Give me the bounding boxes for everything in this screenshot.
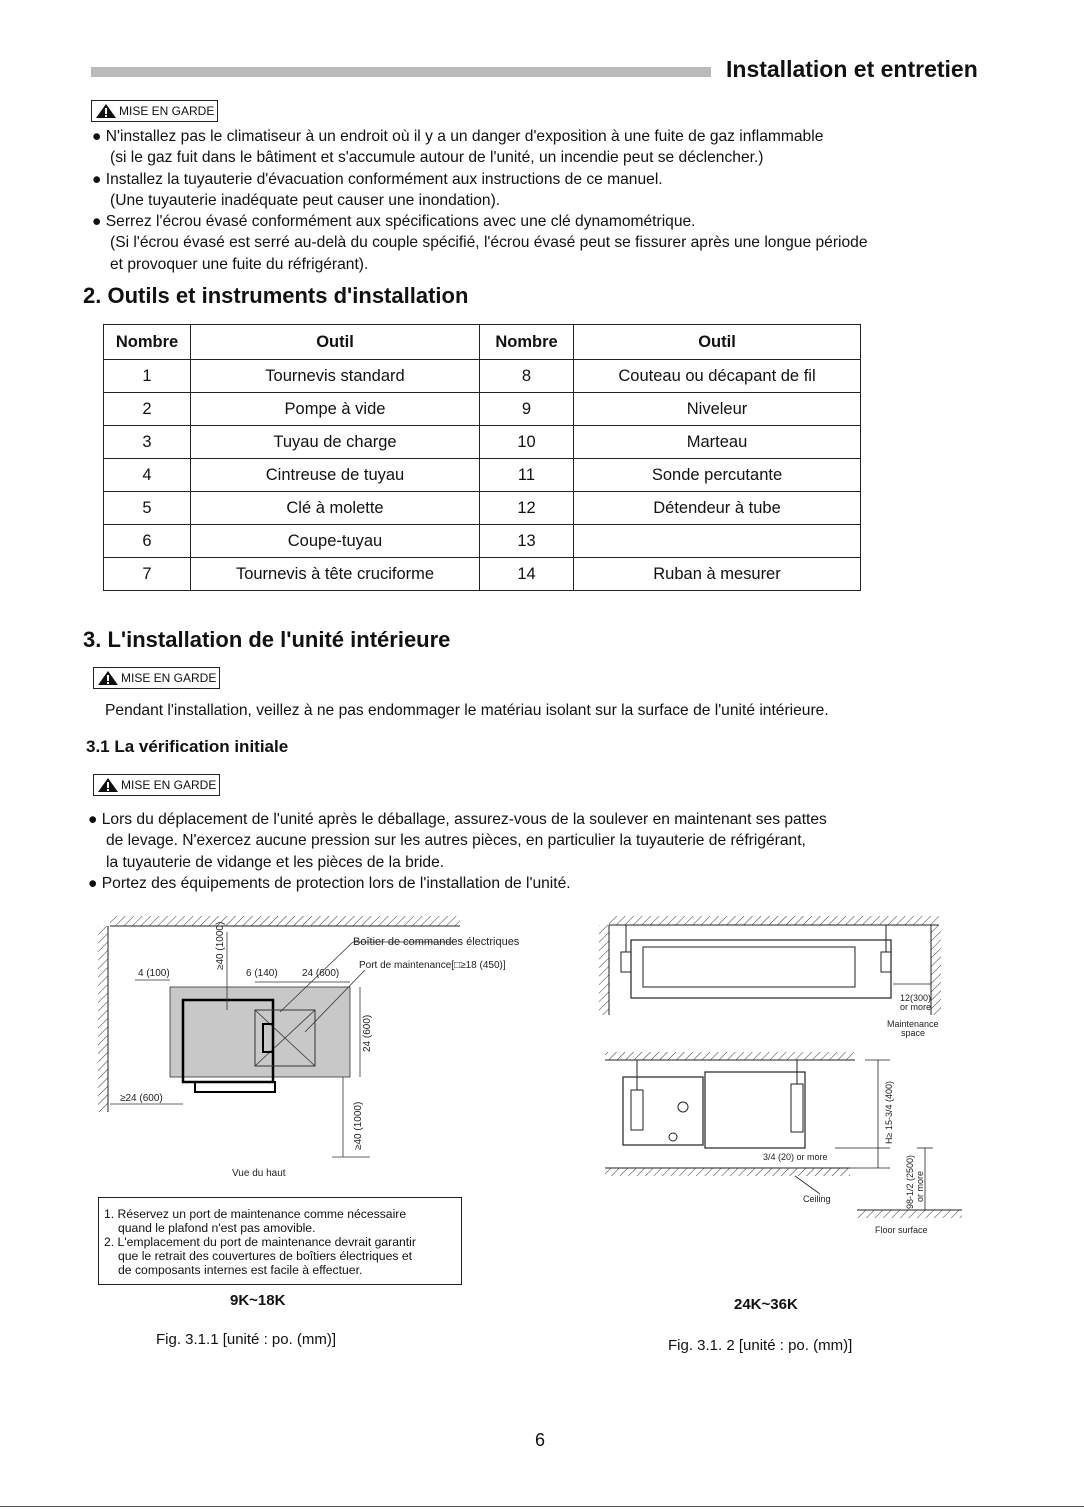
table-cell: 1 [104, 360, 191, 393]
warning-badge [91, 100, 218, 122]
col-header: Nombre [104, 325, 191, 360]
label-3-4: 3/4 (20) or more [763, 1152, 828, 1162]
table-cell: Cintreuse de tuyau [191, 459, 480, 492]
fig1-caption: Fig. 3.1.1 [unité : po. (mm)] [156, 1331, 337, 1348]
label-or-more-1: or more [900, 1002, 932, 1012]
warning-label: MISE EN GARDE [121, 671, 217, 685]
fig-3-1-1-drawing [95, 912, 570, 1187]
intro-line-5: ● Serrez l'écrou évasé conformément aux spécifications avec une clé dynamométrique. [92, 213, 696, 230]
label-12-300: 12(300) [900, 993, 932, 1003]
warning-icon [95, 103, 117, 119]
intro-line-1: ● N'installez pas le climatiseur à un endroit où il y a un danger d'exposition à une fuite de gaz inflammable [92, 128, 824, 145]
intro-line-3: ● Installez la tuyauterie d'évacuation conformément aux instructions de ce manuel. [92, 171, 663, 188]
note-line: que le retrait des couvertures de boîtiers électriques et [118, 1249, 413, 1263]
table-cell: 10 [480, 426, 574, 459]
label-24-600-top: 24 (600) [302, 968, 340, 979]
label-floor: Floor surface [875, 1225, 928, 1235]
section3-text: Pendant l'installation, veillez à ne pas endommager le matériau isolant sur la surface de l'unité intérieure. [105, 702, 829, 719]
warning-label: MISE EN GARDE [121, 778, 217, 792]
tools-table [103, 324, 861, 591]
table-header-row [104, 325, 861, 360]
header-title: Installation et entretien [726, 56, 978, 82]
label-ge24-600: ≥24 (600) [120, 1093, 163, 1104]
note-line: quand le plafond n'est pas amovible. [118, 1221, 316, 1235]
table-cell: Clé à molette [191, 492, 480, 525]
table-cell: Couteau ou décapant de fil [574, 360, 861, 393]
fig2-model: 24K~36K [734, 1296, 798, 1313]
label-98: 98-1/2 (2500) [905, 1154, 915, 1209]
label-h: H≥ 15-3/4 (400) [884, 1081, 894, 1144]
section31-line-4: ● Portez des équipements de protection lors de l'installation de l'unité. [88, 875, 571, 892]
label-maintenance-port: Port de maintenance[□≥18 (450)] [359, 960, 506, 971]
note-line: 1. Réservez un port de maintenance comme nécessaire [104, 1207, 407, 1221]
table-cell: Pompe à vide [191, 393, 480, 426]
label-ge40-bottom: ≥40 (1000) [353, 1101, 364, 1150]
col-header: Nombre [480, 325, 574, 360]
table-cell [574, 525, 861, 558]
section31-title: 3.1 La vérification initiale [86, 737, 289, 756]
section2-title: 2. Outils et instruments d'installation [83, 283, 469, 308]
table-cell: Tournevis à tête cruciforme [191, 558, 480, 591]
label-ge40-top: ≥40 (1000) [215, 921, 226, 970]
bottom-rule [0, 1506, 1084, 1507]
table-row [104, 360, 861, 393]
intro-line-2: (si le gaz fuit dans le bâtiment et s'accumule autour de l'unité, un incendie peut se déclencher.) [110, 149, 764, 166]
section31-line-1: ● Lors du déplacement de l'unité après le déballage, assurez-vous de la soulever en maintenant ses pattes [88, 811, 827, 828]
section31-line-3: la tuyauterie de vidange et les pièces de la bride. [106, 854, 445, 871]
table-cell: Tuyau de charge [191, 426, 480, 459]
table-cell: 2 [104, 393, 191, 426]
table-row [104, 393, 861, 426]
label-6-140: 6 (140) [246, 968, 278, 979]
note-line: de composants internes est facile à effectuer. [118, 1263, 363, 1277]
fig-3-1-2-drawing [595, 912, 970, 1242]
intro-line-4: (Une tuyauterie inadéquate peut causer une inondation). [110, 192, 501, 209]
col-header: Outil [574, 325, 861, 360]
label-view: Vue du haut [232, 1168, 286, 1179]
table-row [104, 558, 861, 591]
table-cell: 12 [480, 492, 574, 525]
page-number: 6 [535, 1430, 546, 1450]
table-cell: 3 [104, 426, 191, 459]
label-ceiling: Ceiling [803, 1194, 831, 1204]
note-line: 2. L'emplacement du port de maintenance devrait garantir [104, 1235, 416, 1249]
label-4-100: 4 (100) [138, 968, 170, 979]
table-cell: Détendeur à tube [574, 492, 861, 525]
table-cell: Sonde percutante [574, 459, 861, 492]
table-cell: 4 [104, 459, 191, 492]
label-or-more-2: or more [915, 1170, 925, 1202]
warning-icon [97, 777, 119, 793]
fig1-notes [98, 1197, 462, 1285]
section31-line-2: de levage. N'exercez aucune pression sur les autres pièces, en particulier la tuyauterie de réfrigérant, [106, 832, 806, 849]
table-cell: Ruban à mesurer [574, 558, 861, 591]
warning-icon [97, 670, 119, 686]
label-maintenance: Maintenance [887, 1019, 939, 1029]
table-cell: 11 [480, 459, 574, 492]
intro-line-6: (Si l'écrou évasé est serré au-delà du couple spécifié, l'écrou évasé peut se fissurer après une longue période [110, 234, 868, 251]
section3-title: 3. L'installation de l'unité intérieure [83, 627, 451, 652]
table-cell: 5 [104, 492, 191, 525]
warning-badge [93, 667, 220, 689]
table-cell: Niveleur [574, 393, 861, 426]
warning-label: MISE EN GARDE [119, 104, 215, 118]
label-space: space [901, 1028, 926, 1038]
label-control-box: Boîtier de commandes électriques [353, 936, 520, 948]
table-cell: 8 [480, 360, 574, 393]
intro-line-7: et provoquer une fuite du réfrigérant). [110, 256, 369, 273]
fig2-caption: Fig. 3.1. 2 [unité : po. (mm)] [668, 1337, 853, 1354]
table-cell: Marteau [574, 426, 861, 459]
table-row [104, 459, 861, 492]
header-bar [91, 67, 711, 77]
col-header: Outil [191, 325, 480, 360]
table-cell: Coupe-tuyau [191, 525, 480, 558]
fig1-model: 9K~18K [230, 1292, 286, 1309]
table-row [104, 426, 861, 459]
table-cell: 9 [480, 393, 574, 426]
table-row [104, 492, 861, 525]
table-cell: 6 [104, 525, 191, 558]
label-24-600-side: 24 (600) [362, 1014, 373, 1052]
table-row [104, 525, 861, 558]
warning-badge [93, 774, 220, 796]
table-cell: 7 [104, 558, 191, 591]
table-cell: Tournevis standard [191, 360, 480, 393]
table-cell: 13 [480, 525, 574, 558]
table-cell: 14 [480, 558, 574, 591]
